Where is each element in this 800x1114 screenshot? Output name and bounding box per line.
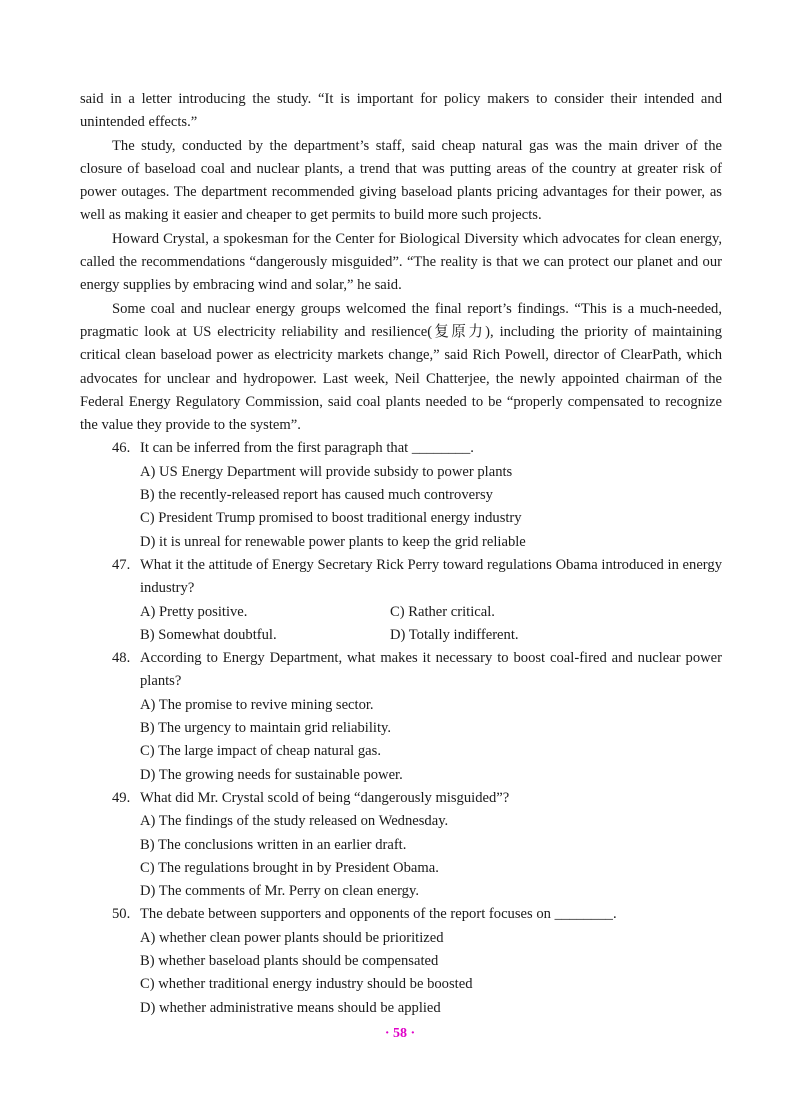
question-47 [80, 554, 722, 647]
question-49 [80, 787, 722, 903]
question-number: 48. [112, 650, 131, 667]
question-text: The debate between supporters and opponents of the report focuses on ________. [140, 906, 617, 923]
paragraph-2: The study, conducted by the department’s staff, said cheap natural gas was the main driver of the closure of baseload coal and nuclear plants, a trend that was putting areas of the country at greater risk of power outages. The department recommended giving baseload plants pricing advantages for their power, as well as making it easier and cheaper to get permits to build more such projects. [80, 137, 722, 224]
question-text: According to Energy Department, what makes it necessary to boost coal-fired and nuclear power plants? [140, 650, 722, 690]
option-a: A) The promise to revive mining sector. [140, 696, 374, 713]
option-a: A) Pretty positive. [140, 603, 248, 620]
option-b: B) The urgency to maintain grid reliability. [140, 720, 392, 737]
question-text: What it the attitude of Energy Secretary Rick Perry toward regulations Obama introduced in energy industry? [140, 556, 722, 597]
question-46 [80, 437, 722, 553]
question-number: 50. [112, 906, 131, 923]
option-c: C) President Trump promised to boost traditional energy industry [140, 510, 522, 527]
option-b: B) The conclusions written in an earlier draft. [140, 836, 407, 853]
option-a: A) The findings of the study released on Wednesday. [140, 813, 449, 830]
question-number: 47. [112, 556, 131, 573]
option-d: D) whether administrative means should be applied [140, 999, 441, 1016]
option-b: B) the recently-released report has caused much controversy [140, 487, 493, 504]
option-d: D) it is unreal for renewable power plants to keep the grid reliable [140, 533, 526, 550]
paragraph-4: Some coal and nuclear energy groups welcomed the final report’s findings. “This is a much-needed, pragmatic look at US electricity reliability and resilience(复原力), including the priority of maintaining critical clean baseload power as electricity markets change,” said Rich Powell, director of ClearPath, which advocates for unclear and hydropower. Last week, Neil Chatterjee, the newly appointed chairman of the Federal Energy Regulatory Commission, said coal plants needed to be “properly compensated to recognize the value they provide to the system”. [80, 300, 722, 434]
option-c: C) whether traditional energy industry should be boosted [140, 976, 473, 993]
document-body [80, 88, 722, 1020]
page-number: · 58 · [384, 1026, 416, 1041]
question-50 [80, 903, 722, 1019]
option-a: A) whether clean power plants should be prioritized [140, 929, 444, 946]
option-b: B) Somewhat doubtful. [140, 626, 277, 643]
option-c: C) The large impact of cheap natural gas. [140, 743, 381, 760]
question-number: 49. [112, 789, 131, 806]
question-number: 46. [112, 440, 131, 457]
question-48 [80, 647, 722, 787]
option-c: C) The regulations brought in by President Obama. [140, 859, 439, 876]
option-d: D) The growing needs for sustainable power. [140, 766, 403, 783]
paragraph-1: said in a letter introducing the study. “It is important for policy makers to consider their intended and unintended effects.” [80, 91, 722, 131]
question-text: What did Mr. Crystal scold of being “dangerously misguided”? [140, 789, 510, 806]
question-text: It can be inferred from the first paragraph that ________. [140, 440, 474, 457]
paragraph-3: Howard Crystal, a spokesman for the Center for Biological Diversity which advocates for clean energy, called the recommendations “dangerously misguided”. “The reality is that we can protect our planet and our energy supplies by embracing wind and solar,” he said. [80, 230, 722, 294]
option-d: D) The comments of Mr. Perry on clean energy. [140, 883, 419, 900]
option-b: B) whether baseload plants should be compensated [140, 952, 439, 969]
option-c: C) Rather critical. [390, 603, 495, 620]
option-a: A) US Energy Department will provide subsidy to power plants [140, 463, 513, 480]
option-d: D) Totally indifferent. [390, 626, 519, 643]
